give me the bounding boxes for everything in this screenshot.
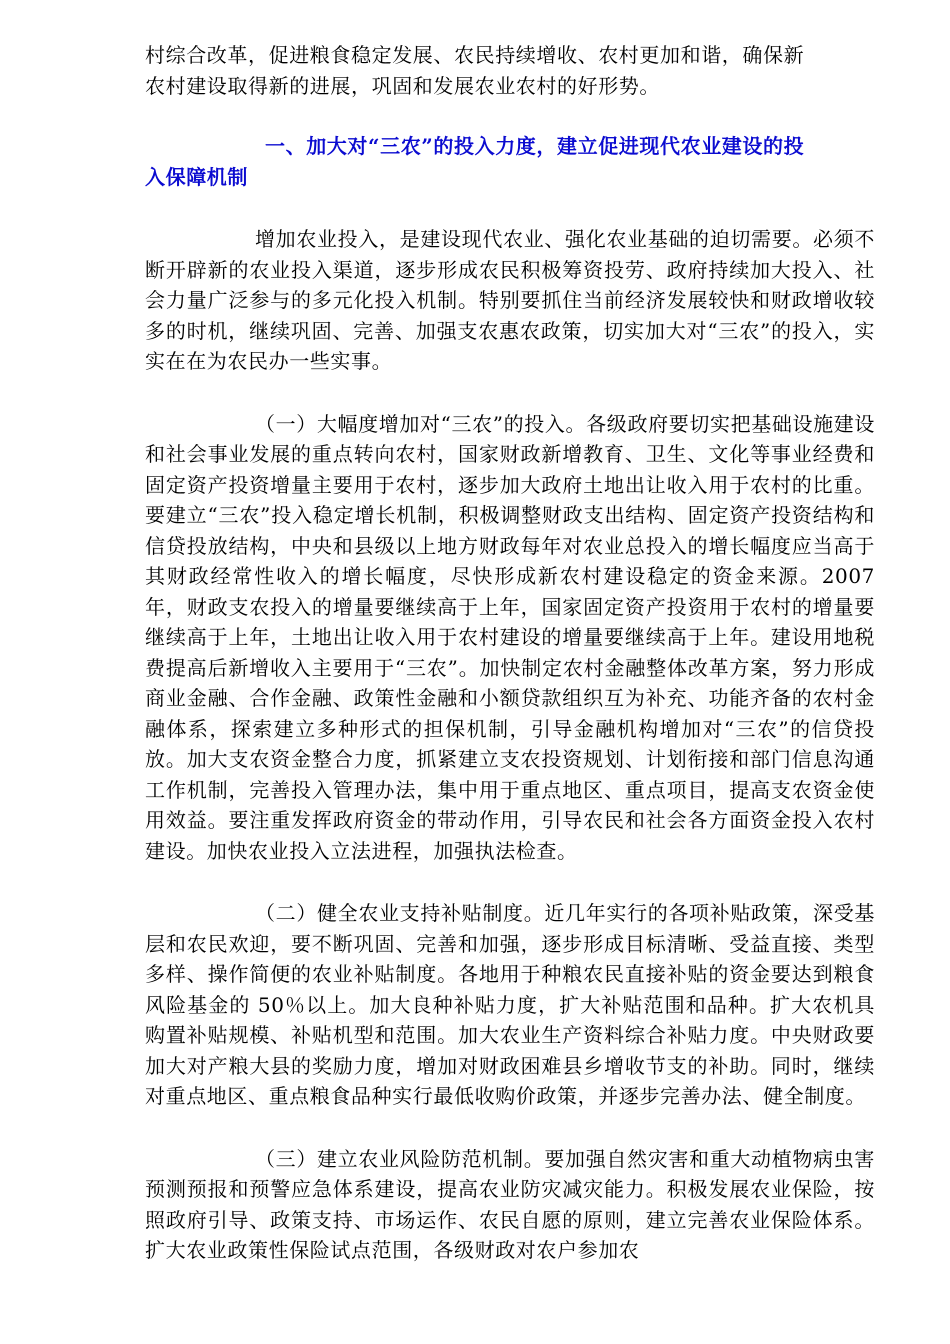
text-line: 出结构、固定资产投资结构和信贷投放结构，中央和县级以上地方财政每 xyxy=(145,503,875,558)
text-line: 必须不断开辟新的农业投入渠道，逐步形成农民积极筹资投劳、政府持续 xyxy=(145,227,875,282)
text-line: 善农业保险体系。扩大农业政策性保险试点范围，各级财政对农户参加农 xyxy=(145,1207,875,1262)
text-line: 的资金要达到粮食风险基金的 50％以上。加大良种补贴力度，扩大补贴范 xyxy=(145,962,875,1017)
text-line: 等事业经费和固定资产投资增量主要用于农村，逐步加大政府土地出让收 xyxy=(145,442,875,497)
text-line: 系，探索建立多种形式的担保机制，引导金融机构增加对“三农”的信贷 xyxy=(187,716,855,741)
text-line: 入用于农村的比重。要建立“三农”投入稳定增长机制，积极调整财政支 xyxy=(145,472,875,527)
text-line: 难县乡增收节支的补助。同时，继续对重点地区、重点粮食品种实行最低 xyxy=(145,1053,875,1108)
heading-line: 入保障机制 xyxy=(145,164,248,189)
text-line: 于上年，国家固定资产投资用于农村的增量要继续高于上年，土地出让收 xyxy=(145,594,876,649)
text-line: 实加大对“三农”的投入，实实在在为农民办一些实事。 xyxy=(145,318,875,373)
text-line: 围和品种。扩大农机具购置补贴规模、补贴机型和范围。加大农业生产资 xyxy=(145,992,876,1047)
text-line: 年对农业总投入的增长幅度应当高于其财政经常性收入的增长幅度，尽快 xyxy=(145,533,875,588)
section-heading xyxy=(145,131,875,192)
text-line: 提高支农资金使用效益。要注重发挥政府资金的带动作用，引导农民和社 xyxy=(145,777,875,832)
paragraph-item-1 xyxy=(145,409,875,867)
text-line: （三）建立农业风险防范机制。要加强自然灾害和重大动植物病 xyxy=(255,1146,834,1171)
text-line: 要用于“三农”。加快制定农村金融整体改革方案，努力形成商业金融、 xyxy=(145,655,875,710)
text-line: 入用于农村建设的增量要继续高于上年。建设用地税费提高后新增收入主 xyxy=(145,625,875,680)
document-page xyxy=(145,40,875,1266)
intro-paragraph xyxy=(145,40,875,101)
text-line: 虫害预测预报和预警应急体系建设，提高农业防灾减灾能力。积极发展农 xyxy=(145,1146,875,1201)
text-line: 料综合补贴力度。中央财政要加大对产粮大县的奖励力度，增加对财政困 xyxy=(145,1023,875,1078)
text-line: （一）大幅度增加对“三农”的投入。各级政府要切实把基础设 xyxy=(255,411,814,436)
paragraph-investment xyxy=(145,224,875,377)
text-line: 收购价政策，并逐步完善办法、健全制度。 xyxy=(474,1084,867,1108)
text-line: 会各方面资金投入农村建设。加快农业投入立法进程，加强执法检查。 xyxy=(145,808,876,863)
text-line: 受基层和农民欢迎，要不断巩固、完善和加强，逐步形成目标清晰、受益 xyxy=(145,901,875,956)
heading-line: 一、加大对“三农”的投入力度，建立促进现代农业建设的投 xyxy=(265,134,805,158)
text-line: 展较快和财政增收较多的时机，继续巩固、完善、加强支农惠农政策，切 xyxy=(145,288,875,343)
text-line: 合作金融、政策性金融和小额贷款组织互为补充、功能齐备的农村金融体 xyxy=(145,686,876,741)
paragraph-item-3 xyxy=(145,1144,875,1266)
text-line: 增加农业投入，是建设现代农业、强化农业基础的迫切需要。 xyxy=(255,227,814,251)
text-line: 信息沟通工作机制，完善投入管理办法，集中用于重点地区、重点项目， xyxy=(145,747,875,802)
text-line: 形成新农村建设稳定的资金来源。2007 年，财政支农投入的增量要继续高 xyxy=(145,564,875,619)
text-line: 投放。加大支农资金整合力度，抓紧建立支农投资规划、计划衔接和部门 xyxy=(145,716,876,771)
text-line: 农村建设取得新的进展，巩固和发展农业农村的好形势。 xyxy=(145,73,660,98)
text-line: （二）健全农业支持补贴制度。近几年实行的各项补贴政策，深 xyxy=(255,901,834,925)
paragraph-item-2 xyxy=(145,898,875,1112)
text-line: 施建设和社会事业发展的重点转向农村，国家财政新增教育、卫生、文化 xyxy=(145,411,875,466)
text-line: 村综合改革，促进粮食稳定发展、农民持续增收、农村更加和谐，确保新 xyxy=(145,43,805,67)
text-line: 直接、类型多样、操作简便的农业补贴制度。各地用于种粮农民直接补贴 xyxy=(145,931,876,986)
text-line: 加大投入、社会力量广泛参与的多元化投入机制。特别要抓住当前经济发 xyxy=(145,257,875,312)
text-line: 业保险，按照政府引导、政策支持、市场运作、农民自愿的原则，建立完 xyxy=(145,1177,876,1232)
